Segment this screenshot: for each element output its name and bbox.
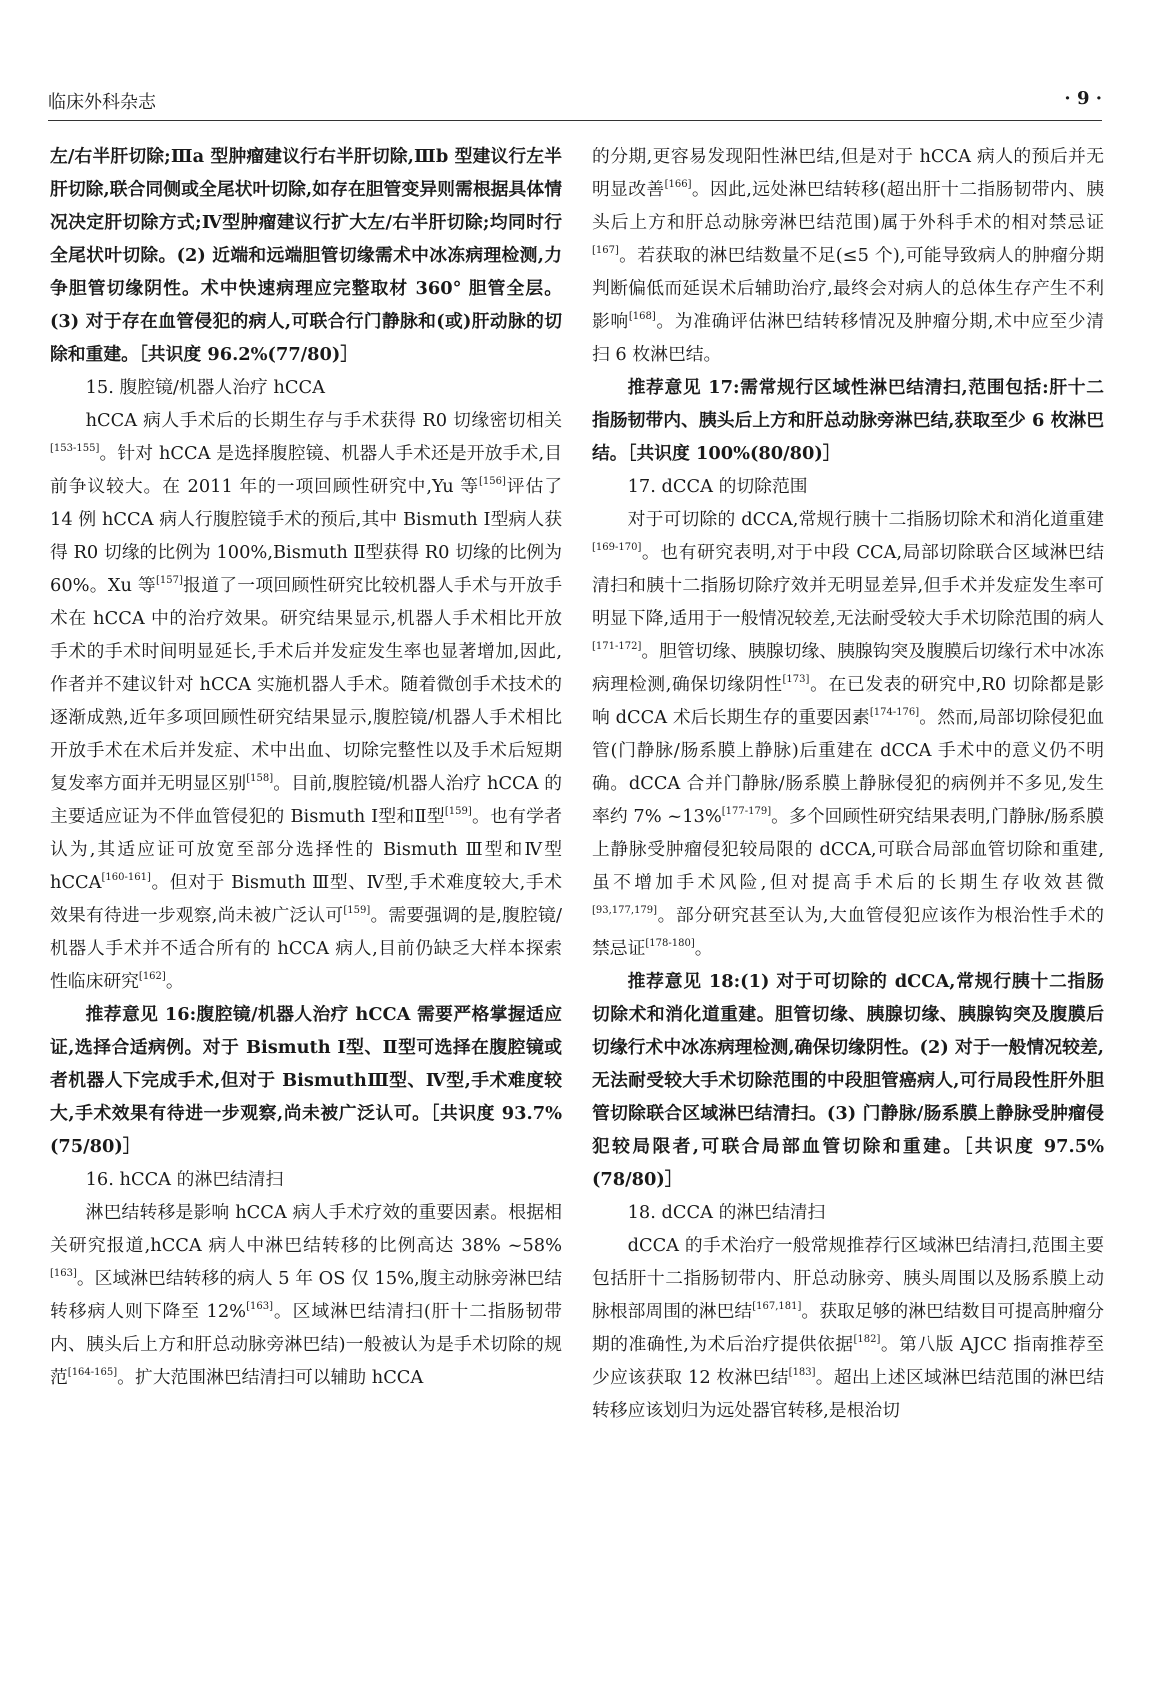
section-heading: 16. hCCA 的淋巴结清扫 — [85, 1169, 284, 1190]
text-run: 。但对于 Bismuth Ⅲ型、Ⅳ型,手术难度较大,手术效果有待进一步观察,尚未被广泛认可 — [50, 872, 562, 926]
text-run: 。 — [165, 971, 184, 992]
text-run: 。需要强调的是,腹腔镜/机器人手术并不适合所有的 hCCA 病人,目前仍缺乏大样本探索性临床研究 — [50, 905, 562, 992]
section-heading: 17. dCCA 的切除范围 — [627, 476, 808, 497]
text-run: 。胆管切缘、胰腺切缘、胰腺钩突及腹膜后切缘行术中冰冻病理检测,确保切缘阴性 — [592, 641, 1104, 695]
text-run: 。区域淋巴结清扫(肝十二指肠韧带内、胰头后上方和肝总动脉旁淋巴结)一般被认为是手术切除的规范 — [50, 1301, 562, 1388]
text-run: 。为准确评估淋巴结转移情况及肿瘤分期,术中应至少清扫 6 枚淋巴结。 — [592, 311, 1104, 365]
running-header — [48, 88, 1102, 118]
citation: [160-161] — [101, 872, 151, 883]
text-run: 淋巴结转移是影响 hCCA 病人手术疗效的重要因素。根据相关研究报道,hCCA 病人中淋巴结转移的比例高达 38% ~58% — [50, 1202, 562, 1256]
text-run: 。超出上述区域淋巴结范围的淋巴结转移应该划归为远处器官转移,是根治切 — [592, 1367, 1104, 1421]
citation: [173] — [782, 674, 810, 685]
citation: [158] — [246, 773, 274, 784]
text-run: dCCA 的手术治疗一般常规推荐行区域淋巴结清扫,范围主要包括肝十二指肠韧带内、肝总动脉旁、胰头周围以及肠系膜上动脉根部周围的淋巴结 — [592, 1235, 1104, 1322]
recommendation-17: 推荐意见 17:需常规行区域性淋巴结清扫,范围包括:肝十二指肠韧带内、胰头后上方和肝总动脉旁淋巴结,获取至少 6 枚淋巴结。［共识度 100%(80/80)］ — [592, 377, 1104, 464]
text-run: 。扩大范围淋巴结清扫可以辅助 hCCA — [117, 1367, 424, 1388]
citation: [168] — [628, 311, 656, 322]
text-run: 的分期,更容易发现阳性淋巴结,但是对于 hCCA 病人的预后并无明显改善 — [592, 146, 1104, 200]
text-run: 。也有研究表明,对于中段 CCA,局部切除联合区域淋巴结清扫和胰十二指肠切除疗效并无明显差异,但手术并发症发生率可明显下降,适用于一般情况较差,无法耐受较大手术切除范围的病人 — [592, 542, 1104, 629]
paragraph — [50, 1196, 562, 1394]
page-number: · 9 · — [1064, 88, 1102, 109]
recommendation-16: 推荐意见 16:腹腔镜/机器人治疗 hCCA 需要严格掌握适应证,选择合适病例。对于 Bismuth Ⅰ型、Ⅱ型可选择在腹腔镜或者机器人下完成手术,但对于 BismuthⅢ型、Ⅳ型,手术难度较大,手术效果有待进一步观察,尚未被广泛认可。［共识度 93.7%(75/80)］ — [50, 1004, 562, 1157]
paragraph — [50, 404, 562, 998]
citation: [162] — [138, 971, 166, 982]
text-run: 对于可切除的 dCCA,常规行胰十二指肠切除术和消化道重建 — [627, 509, 1104, 530]
header-rule — [48, 120, 1102, 121]
citation: [163] — [50, 1268, 77, 1279]
paragraph — [592, 503, 1104, 965]
text-run: 。目前,腹腔镜/机器人治疗 hCCA 的主要适应证为不伴血管侵犯的 Bismuth Ⅰ型和Ⅱ型 — [50, 773, 562, 827]
citation: [163] — [246, 1301, 273, 1312]
text-run: 报道了一项回顾性研究比较机器人手术与开放手术在 hCCA 中的治疗效果。研究结果显示,机器人手术相比开放手术的手术时间明显延长,手术后并发症发生率也显著增加,因此,作者并不建议针对 hCCA 实施机器人手术。随着微创手术技术的逐渐成熟,近年多项回顾性研究结果显示,腹腔镜/机器人手术相比开放手术在术后并发症、术中出血、切除完整性以及手术后短期复发率方面并无明显区别 — [50, 575, 562, 794]
citation: [159] — [343, 905, 371, 916]
citation: [166] — [664, 179, 692, 190]
text-run: 。在已发表的研究中,R0 切除都是影响 dCCA 术后长期生存的重要因素 — [592, 674, 1104, 728]
paragraph — [592, 1229, 1104, 1427]
text-run: 。若获取的淋巴结数量不足(≤5 个),可能导致病人的肿瘤分期判断偏低而延误术后辅助治疗,最终会对病人的总体生存产生不利影响 — [592, 245, 1104, 332]
text-run: 。针对 hCCA 是选择腹腔镜、机器人手术还是开放手术,目前争议较大。在 2011 年的一项回顾性研究中,Yu 等 — [50, 443, 562, 497]
citation: [178-180] — [645, 938, 695, 949]
recommendation-18: 推荐意见 18:(1) 对于可切除的 dCCA,常规行胰十二指肠切除术和消化道重建。胆管切缘、胰腺切缘、胰腺钩突及腹膜后切缘行术中冰冻病理检测,确保切缘阴性。(2) 对于一般情况较差,无法耐受较大手术切除范围的中段胆管癌病人,可行局段性肝外胆管切除联合区域淋巴结清扫。(3) 门静脉/肠系膜上静脉受肿瘤侵犯较局限者,可联合局部血管切除和重建。［共识度 97.5%(78/80)］ — [592, 971, 1104, 1190]
citation: [174-176] — [869, 707, 920, 718]
citation: [159] — [444, 806, 472, 817]
text-run: 。多个回顾性研究结果表明,门静脉/肠系膜上静脉受肿瘤侵犯较局限的 dCCA,可联合局部血管切除和重建,虽不增加手术风险,但对提高手术后的长期生存收效甚微 — [592, 806, 1104, 893]
section-heading: 18. dCCA 的淋巴结清扫 — [627, 1202, 826, 1223]
text-run: 。然而,局部切除侵犯血管(门静脉/肠系膜上静脉)后重建在 dCCA 手术中的意义仍不明确。dCCA 合并门静脉/肠系膜上静脉侵犯的病例并不多见,发生率约 7% ~13% — [592, 707, 1104, 827]
citation: [156] — [478, 476, 506, 487]
text-run: 。第八版 AJCC 指南推荐至少应该获取 12 枚淋巴结 — [592, 1334, 1104, 1388]
text-run: hCCA 病人手术后的长期生存与手术获得 R0 切缘密切相关 — [85, 410, 562, 431]
text-run: 。因此,远处淋巴结转移(超出肝十二指肠韧带内、胰头后上方和肝总动脉旁淋巴结范围)属于外科手术的相对禁忌证 — [592, 179, 1104, 233]
right-column — [592, 140, 1104, 1427]
citation: [167,181] — [752, 1301, 802, 1312]
paragraph — [592, 140, 1104, 371]
journal-name: 临床外科杂志 — [48, 92, 156, 113]
text-run: 。部分研究甚至认为,大血管侵犯应该作为根治性手术的禁忌证 — [592, 905, 1104, 959]
text-run: 评估了 14 例 hCCA 病人行腹腔镜手术的预后,其中 Bismuth Ⅰ型病人获得 R0 切缘的比例为 100%,Bismuth Ⅱ型获得 R0 切缘的比例为 60%。Xu 等 — [50, 476, 562, 596]
citation: [153-155] — [50, 443, 100, 454]
section-heading: 15. 腹腔镜/机器人治疗 hCCA — [85, 377, 325, 398]
citation: [164-165] — [67, 1367, 118, 1378]
citation: [171-172] — [592, 641, 642, 652]
citation: [167] — [592, 245, 619, 256]
citation: [157] — [155, 575, 183, 586]
citation: [177-179] — [721, 806, 772, 817]
text-run: 。获取足够的淋巴结数目可提高肿瘤分期的准确性,为术后治疗提供依据 — [592, 1301, 1104, 1355]
citation: [169-170] — [592, 542, 642, 553]
citation: [93,177,179] — [592, 905, 658, 916]
paragraph: 左/右半肝切除;Ⅲa 型肿瘤建议行右半肝切除,Ⅲb 型建议行左半肝切除,联合同侧或全尾状叶切除,如存在胆管变异则需根据具体情况决定肝切除方式;Ⅳ型肿瘤建议行扩大左/右半肝切除;均同时行全尾状叶切除。(2) 近端和远端胆管切缘需术中冰冻病理检测,力争胆管切缘阴性。术中快速病理应完整取材 360° 胆管全层。(3) 对于存在血管侵犯的病人,可联合行门静脉和(或)肝动脉的切除和重建。［共识度 96.2%(77/80)］ — [50, 146, 562, 365]
text-run: 。也有学者认为,其适应证可放宽至部分选择性的 Bismuth Ⅲ型和Ⅳ型 hCCA — [50, 806, 562, 893]
citation: [182] — [853, 1334, 881, 1345]
text-run: 。区域淋巴结转移的病人 5 年 OS 仅 15%,腹主动脉旁淋巴结转移病人则下降至 12% — [50, 1268, 562, 1322]
text-run: 。 — [694, 938, 713, 959]
citation: [183] — [788, 1367, 816, 1378]
left-column — [50, 140, 562, 1394]
